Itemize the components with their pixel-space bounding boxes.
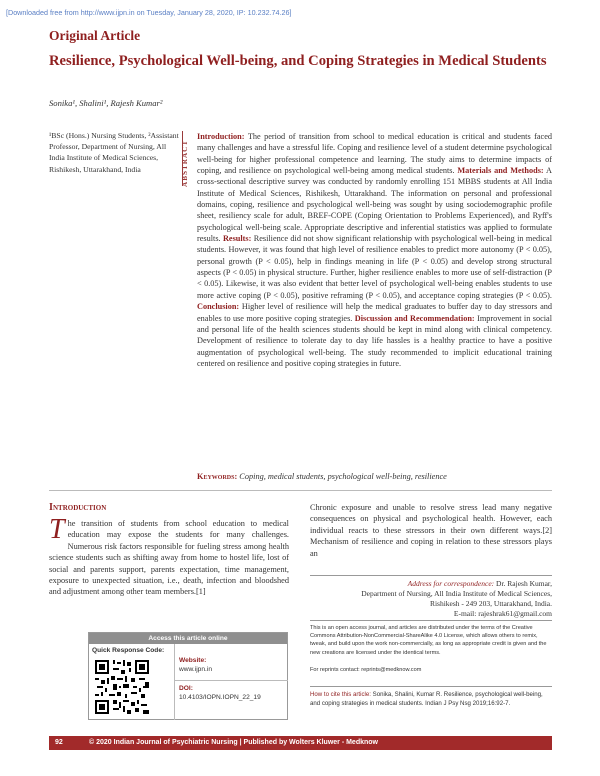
drop-cap: T <box>49 514 65 545</box>
access-box-rule <box>174 680 288 681</box>
keywords <box>197 472 552 481</box>
page-footer <box>49 736 552 750</box>
qr-code-label: Quick Response Code: <box>92 647 165 654</box>
abstract-methods-text: A cross-sectional descriptive survey was conducted by randomly enrolling 151 MBBS students at All India Institute of Medical Sciences, Rishikesh, Uttarakhand. The information on personal and professional domains, coping, resilience and psychological well-being was sought by using sociodemographic profile sheet, resiliency scale for adult, BREF-COPE (Coping Orientation to Problems Experienced), and Ryff's psychological well-being scale. Appropriate descriptive and inferential statistics was applied to formulate results. <box>197 166 552 244</box>
correspondence-block <box>310 575 552 619</box>
author-affiliation: ¹BSc (Hons.) Nursing Students, ²Assistant Professor, Department of Nursing, All India Institute of Medical Sciences, Rishikesh, Uttarakhand, India <box>49 131 179 174</box>
abstract-label: ABSTRACT <box>181 139 189 187</box>
abstract-results-text: Resilience did not show significant relationship with psychological well-being in medical students. However, it was found that high level of resilience enables to predict more autonomy (P < 0.05), personal growth (P < 0.05), help in findings meaning in life (P < 0.05) and develop strong structural aspects (P < 0.05) in physical structure. Further, higher resilience enables to more use of self-distraction (P < 0.05). Likewise, it was also evident that better level of psychological well-being enables students to use more active coping (P < 0.05), positive reframing (P < 0.05), and acceptance coping strategies (P < 0.05). <box>197 234 553 300</box>
abstract-intro-text: The period of transition from school to medical education is critical and students faced many challenges and have a stressful life. Coping and resilience level of a student determine psychological well-being for higher professional competence and learning. The study aims to determine impacts of coping, and resilience on psychological well-being among medical students. <box>197 132 552 176</box>
correspondence-line1: Department of Nursing, All India Institute of Medical Sciences, <box>361 589 552 598</box>
correspondence-line2: Rishikesh - 249 203, Uttarakhand, India. <box>429 599 552 608</box>
how-to-cite <box>310 686 552 708</box>
how-to-cite-text: Sonika, Shalini, Kumar R. Resilience, psychological well-being, and coping strategies in medical students. Indian J Psy Nsg 2019;16:92-7. <box>310 691 543 707</box>
keywords-text: Coping, medical students, psychological well-being, resilience <box>237 472 447 481</box>
keywords-label: Keywords: <box>197 472 238 481</box>
download-banner: [Downloaded free from http://www.ijpn.in on Tuesday, January 28, 2020, IP: 10.232.74.26] <box>6 8 292 17</box>
abstract-methods-heading: Materials and Methods: <box>457 166 544 176</box>
introduction-left-column <box>49 514 289 598</box>
abstract-intro-heading: Introduction: <box>197 132 245 141</box>
section-divider <box>49 490 552 491</box>
abstract-conclusion-heading: Conclusion: <box>197 302 240 312</box>
article-title: Resilience, Psychological Well-being, and Coping Strategies in Medical Students <box>49 53 547 69</box>
doi-link[interactable]: 10.4103/IOPN.IOPN_22_19 <box>179 694 261 701</box>
abstract-discussion-heading: Discussion and Recommendation: <box>354 313 475 323</box>
access-article-box <box>88 632 288 720</box>
article-type: Original Article <box>49 28 141 43</box>
abstract-conclusion-text: Higher level of resilience will help the medical graduates to buffer day to day stressors and enables to use more positive coping strategies. <box>197 302 552 323</box>
website-label: Website: <box>179 657 207 664</box>
abstract-body <box>197 131 552 369</box>
author-list: Sonika¹, Shalini¹, Rajesh Kumar² <box>49 98 163 108</box>
access-box-divider <box>174 644 175 720</box>
doi-label: DOI: <box>179 685 193 692</box>
introduction-right-column: Chronic exposure and unable to resolve stress lead many negative consequences on physical and psychological health. However, each individual reacts to these stressors in their own different ways.[2] Mechanism of resilience and coping in relation to these stressors plays an <box>310 503 552 558</box>
footer-copyright: © 2020 Indian Journal of Psychiatric Nursing | Published by Wolters Kluwer - Medknow <box>89 739 378 746</box>
introduction-heading: Introduction <box>49 502 107 513</box>
abstract-results-heading: Results: <box>222 234 252 244</box>
abstract-tab <box>182 131 194 186</box>
qr-code-icon[interactable] <box>93 658 151 716</box>
page-number: 92 <box>55 739 63 746</box>
how-to-cite-label: How to cite this article: <box>310 691 371 698</box>
correspondence-name: Dr. Rajesh Kumar, <box>494 579 552 588</box>
website-link[interactable]: www.ijpn.in <box>179 666 212 673</box>
abstract-discussion-text: Improvement in social and personal life of the health sciences students should be kept in mind along with clinical competency. Development of resilience to tolerate day to day life hassles is a healthy practice to have a positive augmentation of psychological well-being. The study recommended to implicit educational training centered on resilience and positive coping strategies in future. <box>197 313 553 368</box>
reprints-contact: For reprints contact: reprints@medknow.com <box>310 667 422 673</box>
correspondence-label: Address for correspondence: <box>407 579 495 588</box>
introduction-left-text: he transition of students from school education to medical education may expose the students for many challenges. Numerous risk factors responsible for fueling stress among health science students such as shifting away from home to hostel life, lost of social and parents support, parents expectation, time management, exposure to unexpected situation, i.e., death, infection and bloodshed and adjustment among other team members.[1] <box>49 519 289 597</box>
access-box-header: Access this article online <box>89 633 287 644</box>
correspondence-email: E-mail: rajeshrak61@gmail.com <box>453 609 552 618</box>
license-text: This is an open access journal, and articles are distributed under the terms of the Creative Commons Attribution-NonCommercial-ShareAlike 4.0 License, which allows others to remix, tweak, and build upon the work non-commercially, as long as appropriate credit is given and the new creations are licensed under the identical terms. <box>310 620 552 657</box>
